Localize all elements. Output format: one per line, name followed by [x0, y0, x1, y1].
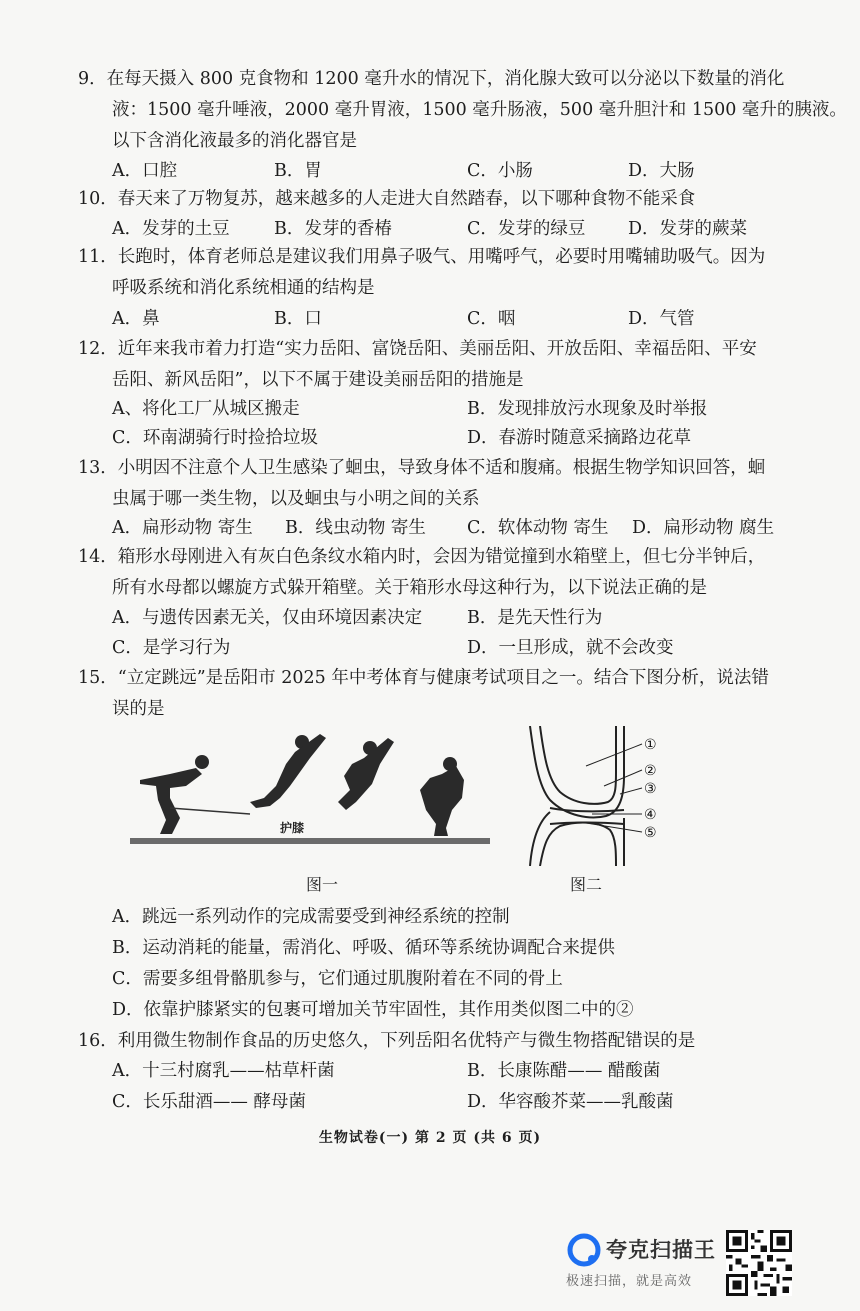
question-11-line-1: 11．长跑时，体育老师总是建议我们用鼻子吸气、用嘴呼气，必要时用嘴辅助吸气。因为: [78, 247, 766, 267]
option-a: A．扁形动物 寄生: [112, 518, 253, 538]
label-4: ④: [644, 807, 657, 823]
question-14-line-1: 14．箱形水母刚进入有灰白色条纹水箱内时，会因为错觉撞到水箱壁上，但七分半钟后，: [78, 547, 766, 567]
option-c: C．是学习行为: [112, 638, 231, 658]
option-b: B．长康陈醋—— 醋酸菌: [467, 1061, 661, 1081]
quark-logo-icon: [566, 1232, 602, 1268]
page-footer: 生物试卷(一) 第 2 页 (共 6 页): [318, 1130, 542, 1146]
question-10: [78, 184, 798, 215]
option-b: B．线虫动物 寄生: [285, 518, 426, 538]
jumper-landing: [420, 757, 464, 836]
question-13-line-2: 虫属于哪一类生物，以及蛔虫与小明之间的关系: [112, 489, 480, 509]
option-c: C．环南湖骑行时捡拾垃圾: [112, 428, 318, 448]
jumper-crouch: [140, 755, 209, 834]
knee-pad-label: 护膝: [280, 821, 305, 835]
option-b: B．运动消耗的能量，需消化、呼吸、循环等系统协调配合来提供: [112, 938, 615, 958]
option-c: C．需要多组骨骼肌参与，它们通过肌腹附着在不同的骨上: [112, 969, 563, 989]
option-b: B．是先天性行为: [467, 608, 603, 628]
question-16: [78, 1026, 798, 1057]
label-5: ⑤: [644, 825, 657, 841]
option-a: A．口腔: [112, 161, 178, 181]
figure-1-long-jump-illustration: [130, 728, 490, 852]
option-c: C．小肠: [467, 161, 533, 181]
scanner-brand: 夸克扫描王: [606, 1238, 716, 1262]
femur-outline: [530, 726, 624, 817]
figure-1-caption: 图一: [306, 875, 339, 894]
question-10-line-1: 10．春天来了万物复苏，越来越多的人走进大自然踏春，以下哪种食物不能采食: [78, 189, 696, 209]
option-a: A．十三村腐乳——枯草杆菌: [112, 1061, 335, 1081]
question-15: [78, 663, 798, 725]
question-14-line-2: 所有水母都以螺旋方式躲开箱壁。关于箱形水母这种行为，以下说法正确的是: [112, 578, 707, 598]
tibia-outline: [540, 823, 616, 866]
option-a: A．与遗传因素无关，仅由环境因素决定: [112, 608, 423, 628]
option-b: B．口: [274, 309, 322, 329]
question-13-line-1: 13．小明因不注意个人卫生感染了蛔虫，导致身体不适和腹痛。根据生物学知识回答，蛔: [78, 458, 766, 478]
label-1: ①: [644, 737, 657, 753]
option-d: D．春游时随意采摘路边花草: [467, 428, 692, 448]
option-a: A、将化工厂从城区搬走: [112, 399, 300, 419]
question-11: [78, 242, 798, 304]
question-9-line-3: 以下含消化液最多的消化器官是: [112, 131, 357, 151]
option-a: A．发芽的土豆: [112, 219, 230, 239]
label-2: ②: [644, 763, 657, 779]
question-15-line-2: 误的是: [112, 699, 165, 719]
question-12-line-1: 12．近年来我市着力打造“实力岳阳、富饶岳阳、美丽岳阳、开放岳阳、幸福岳阳、平安: [78, 339, 757, 359]
option-c: C．咽: [467, 309, 516, 329]
option-c: C．发芽的绿豆: [467, 219, 586, 239]
question-12: [78, 334, 798, 396]
question-9-line-1: 9．在每天摄入 800 克食物和 1200 毫升水的情况下，消化腺大致可以分泌以下数量的消化: [78, 69, 785, 89]
question-14: [78, 542, 798, 604]
option-c: C．软体动物 寄生: [467, 518, 609, 538]
qr-code-icon: [726, 1230, 792, 1296]
question-9: [78, 64, 847, 157]
label-3: ③: [644, 781, 657, 797]
option-c: C．长乐甜酒—— 酵母菌: [112, 1092, 306, 1112]
option-b: B．发现排放污水现象及时举报: [467, 399, 708, 419]
option-b: B．胃: [274, 161, 322, 181]
question-9-line-2: 液：1500 毫升唾液，2000 毫升胃液，1500 毫升肠液，500 毫升胆汁和 1500 毫升的胰液。: [112, 100, 847, 120]
option-a: A．鼻: [112, 309, 160, 329]
scanner-watermark: [566, 1230, 798, 1298]
question-13: [78, 453, 798, 515]
question-12-line-2: 岳阳、新风岳阳”，以下不属于建设美丽岳阳的措施是: [112, 370, 524, 390]
ground-line: [130, 838, 490, 844]
option-b: B．发芽的香椿: [274, 219, 392, 239]
figure-2-caption: 图二: [570, 875, 603, 894]
option-a: A．跳远一系列动作的完成需要受到神经系统的控制: [112, 907, 510, 927]
figure-2-knee-joint-diagram: [520, 726, 668, 866]
option-d: D．发芽的蕨菜: [628, 219, 748, 239]
jumper-flight: [338, 738, 394, 810]
option-d: D．大肠: [628, 161, 695, 181]
option-d: D．扁形动物 腐生: [632, 518, 775, 538]
option-d: D．气管: [628, 309, 695, 329]
scanner-tagline: 极速扫描，就是高效: [566, 1274, 693, 1289]
question-15-line-1: 15．“立定跳远”是岳阳市 2025 年中考体育与健康考试项目之一。结合下图分析，说法错: [78, 668, 769, 688]
jumper-takeoff: [250, 734, 326, 808]
option-d: D．依靠护膝紧实的包裹可增加关节牢固性，其作用类似图二中的②: [112, 1000, 634, 1020]
option-d: D．华容酸芥菜——乳酸菌: [467, 1092, 674, 1112]
question-16-line-1: 16．利用微生物制作食品的历史悠久，下列岳阳名优特产与微生物搭配错误的是: [78, 1031, 696, 1051]
joint-capsule-inner: [540, 726, 616, 804]
option-d: D．一旦形成，就不会改变: [467, 638, 674, 658]
question-11-line-2: 呼吸系统和消化系统相通的结构是: [112, 278, 375, 298]
